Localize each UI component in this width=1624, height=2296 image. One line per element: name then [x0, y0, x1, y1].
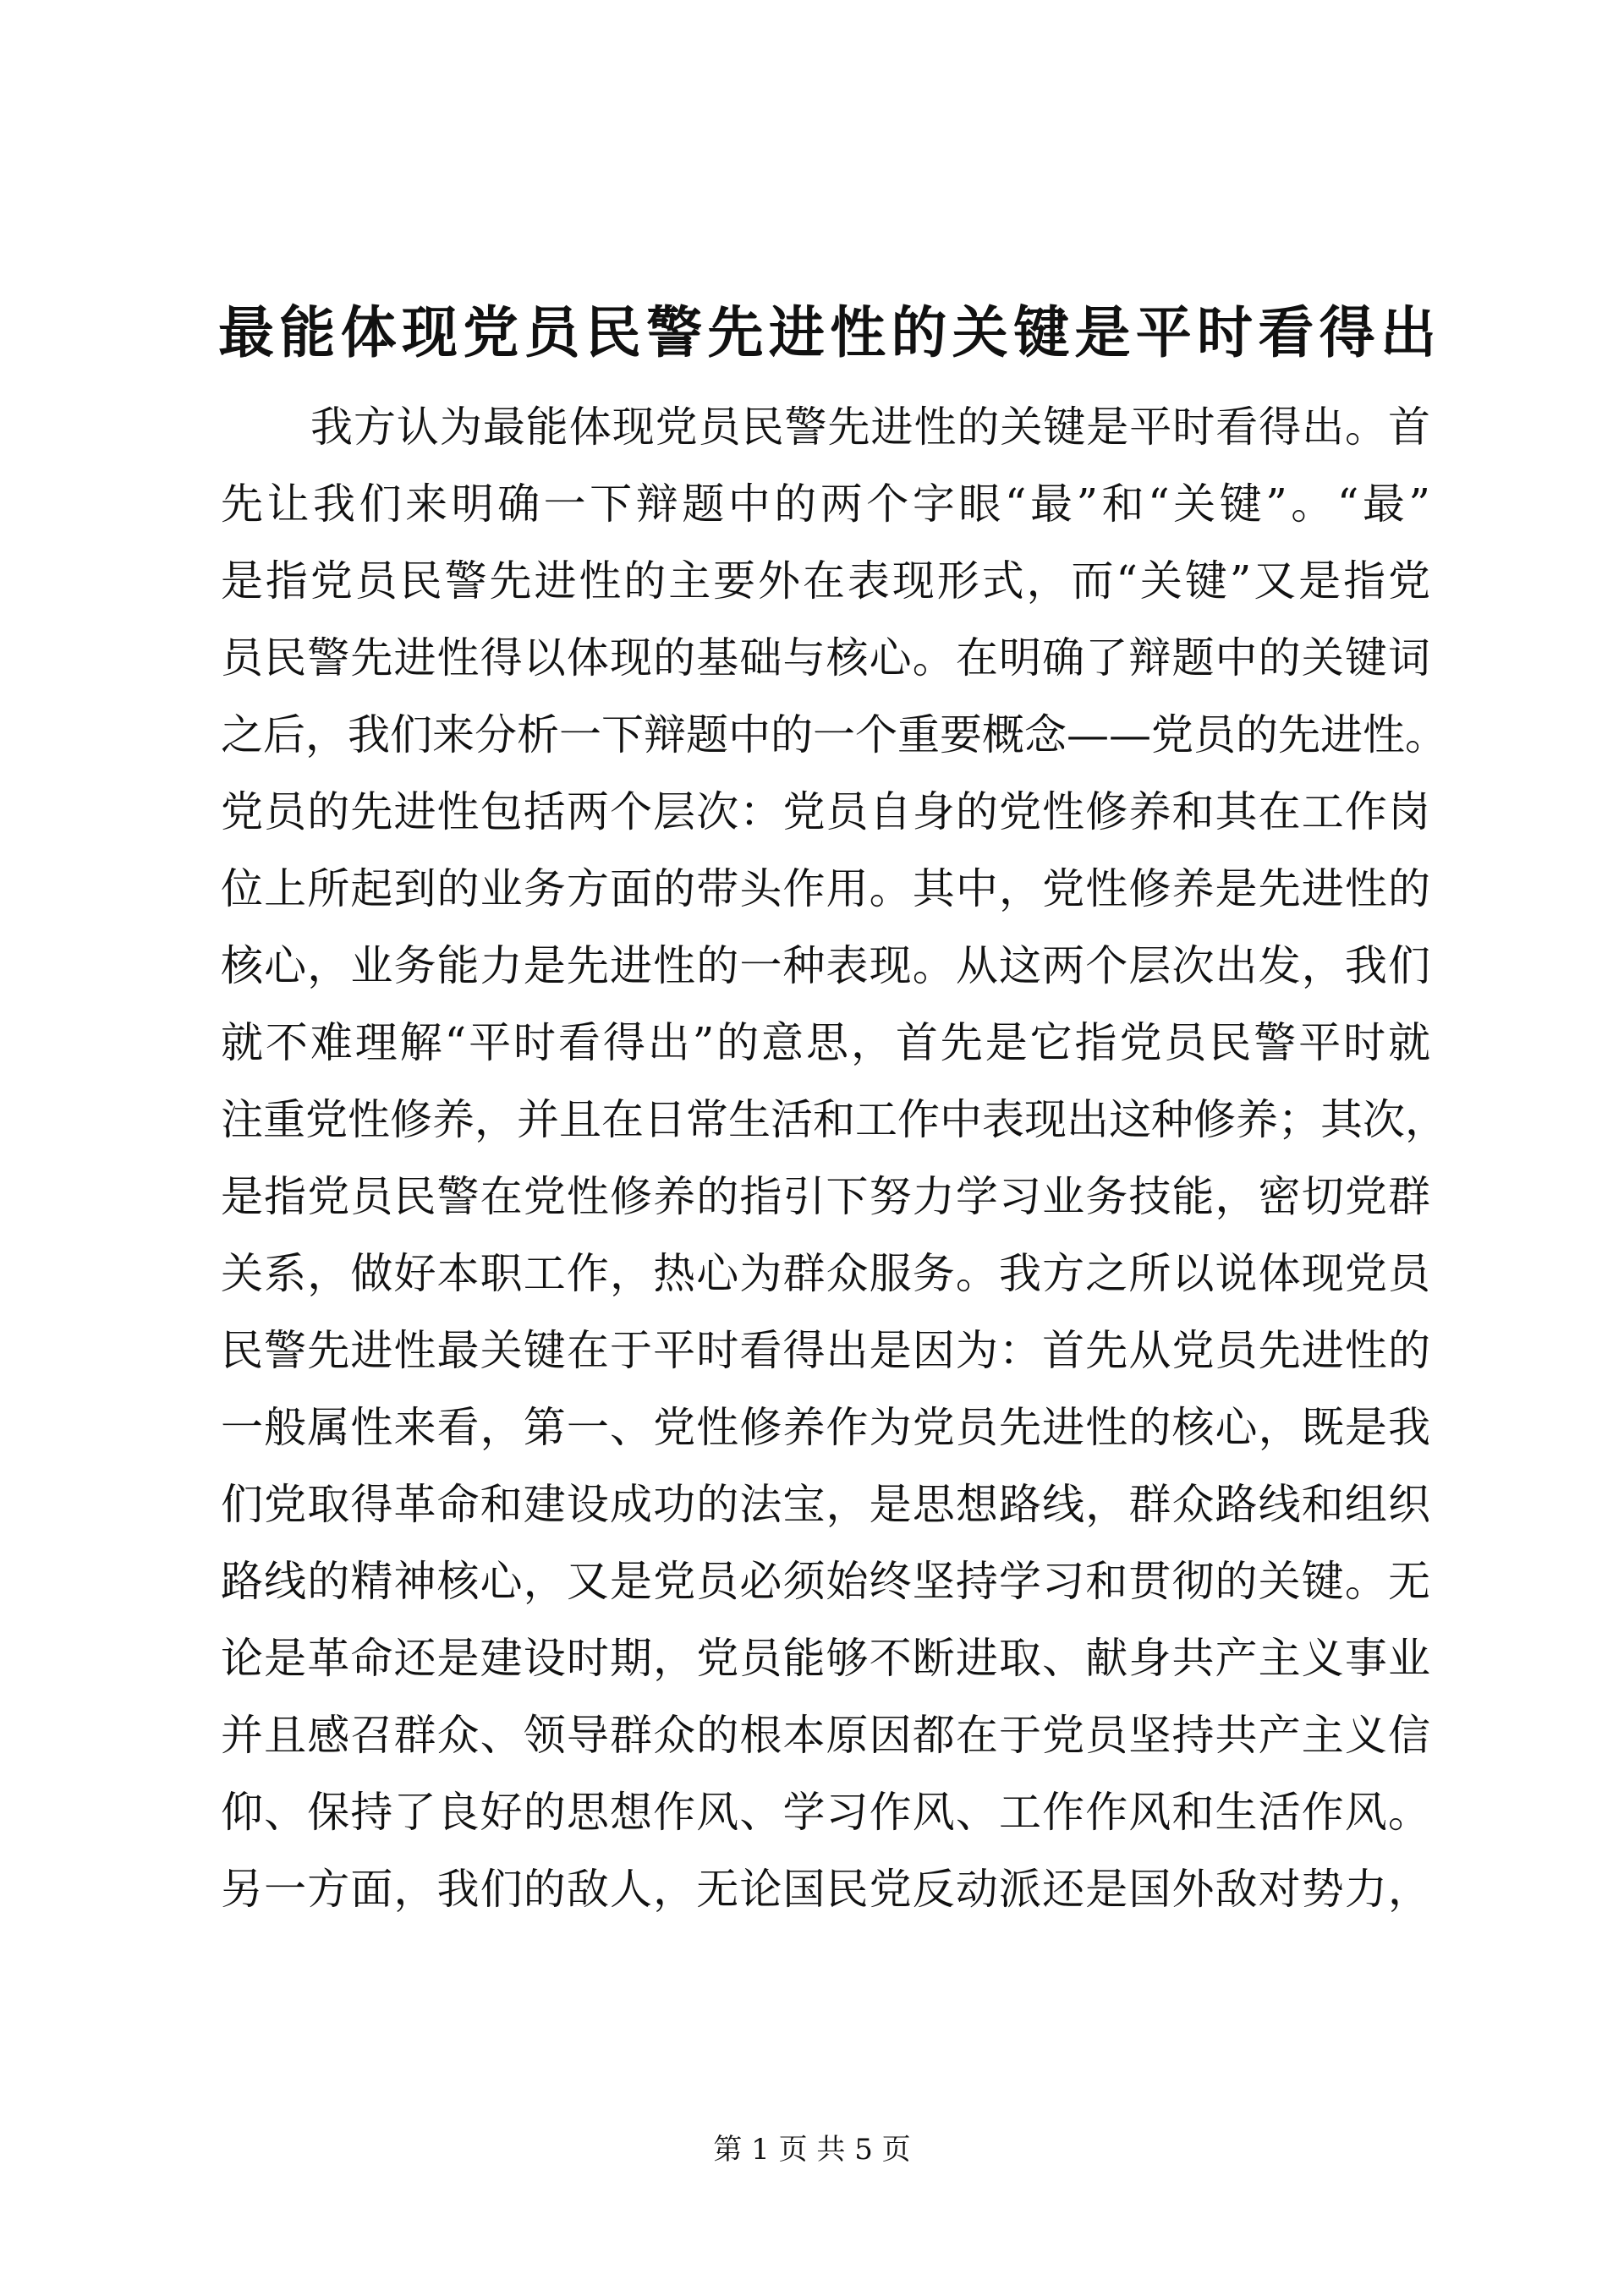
paragraph-line: 并且感召群众、领导群众的根本原因都在于党员坚持共产主义信 — [221, 1711, 1430, 1760]
paragraph-line: 是指党员民警先进性的主要外在表现形式，而“关键”又是指党 — [221, 556, 1430, 606]
document-title: 最能体现党员民警先进性的关键是平时看得出 — [218, 299, 1436, 365]
paragraph-line: 之后，我们来分析一下辩题中的一个重要概念——党员的先进性。 — [221, 710, 1447, 759]
paragraph-line: 位上所起到的业务方面的带头作用。其中，党性修养是先进性的 — [221, 864, 1430, 913]
paragraph-line: 员民警先进性得以体现的基础与核心。在明确了辩题中的关键词 — [221, 633, 1430, 682]
paragraph-line: 路线的精神核心，又是党员必须始终坚持学习和贯彻的关键。无 — [221, 1557, 1430, 1606]
document-body — [221, 389, 1447, 1928]
paragraph-line: 是指党员民警在党性修养的指引下努力学习业务技能，密切党群 — [221, 1172, 1430, 1221]
paragraph-line: 党员的先进性包括两个层次：党员自身的党性修养和其在工作岗 — [221, 787, 1430, 836]
paragraph-line: 们党取得革命和建设成功的法宝，是思想路线，群众路线和组织 — [221, 1480, 1430, 1529]
paragraph-line: 我方认为最能体现党员民警先进性的关键是平时看得出。首 — [310, 403, 1430, 452]
paragraph-line: 论是革命还是建设时期，党员能够不断进取、献身共产主义事业 — [221, 1634, 1430, 1683]
paragraph-line: 先让我们来明确一下辩题中的两个字眼“最”和“关键”。“最” — [221, 479, 1430, 529]
paragraph-line: 仰、保持了良好的思想作风、学习作风、工作作风和生活作风。 — [221, 1788, 1430, 1837]
paragraph-line: 注重党性修养，并且在日常生活和工作中表现出这种修养；其次， — [221, 1095, 1447, 1144]
paragraph-line: 另一方面，我们的敌人，无论国民党反动派还是国外敌对势力， — [221, 1865, 1430, 1914]
paragraph-line: 民警先进性最关键在于平时看得出是因为：首先从党员先进性的 — [221, 1326, 1430, 1375]
paragraph-line: 核心，业务能力是先进性的一种表现。从这两个层次出发，我们 — [221, 941, 1430, 990]
paragraph-line: 一般属性来看，第一、党性修养作为党员先进性的核心，既是我 — [221, 1403, 1430, 1452]
paragraph-line: 就不难理解“平时看得出”的意思，首先是它指党员民警平时就 — [221, 1018, 1430, 1067]
page-footer: 第 1 页 共 5 页 — [713, 2133, 911, 2167]
paragraph-line: 关系，做好本职工作，热心为群众服务。我方之所以说体现党员 — [221, 1249, 1430, 1298]
